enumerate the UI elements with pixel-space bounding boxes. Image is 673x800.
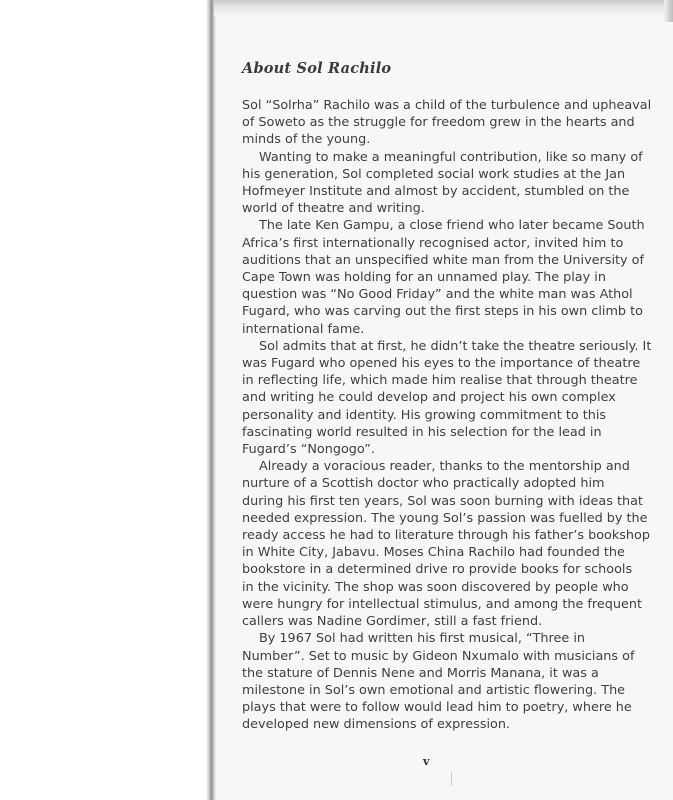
text-line: and writing he could develop and project his own complex — [242, 390, 616, 406]
text-line: ready access he had to literature through his father’s bookshop — [242, 528, 650, 544]
text-line: auditions that an unspecified white man from the University of — [242, 252, 645, 268]
book-page — [216, 16, 673, 800]
text-line: in White City, Jabavu. Moses China Rachilo had founded the — [242, 545, 625, 561]
text-line: during his first ten years, Sol was soon burning with ideas that — [242, 493, 643, 509]
text-line: Fugard, who was carving out the first steps in his own climb to — [242, 304, 643, 320]
text-line: By 1967 Sol had written his first musical, “Three in — [259, 631, 586, 647]
text-line: bookstore in a determined drive ro provide books for schools — [242, 562, 633, 578]
text-line: was Fugard who opened his eyes to the importance of theatre — [242, 356, 641, 372]
text-line: developed new dimensions of expression. — [242, 717, 511, 733]
text-line: fascinating world resulted in his selection for the lead in — [242, 424, 602, 440]
book-gutter — [206, 0, 216, 800]
text-line: Sol admits that at first, he didn’t take the theatre seriously. It — [259, 338, 652, 354]
text-line: world of theatre and writing. — [242, 201, 425, 217]
text-line: Africa’s first internationally recognised actor, invited him to — [242, 235, 624, 251]
text-line: Already a voracious reader, thanks to the mentorship and — [259, 459, 630, 475]
text-line: Sol “Solrha” Rachilo was a child of the turbulence and upheaval — [242, 98, 652, 113]
text-line: of Soweto as the struggle for freedom grew in the hearts and — [242, 115, 635, 131]
text-line: Fugard’s “Nongogo”. — [242, 442, 375, 458]
scan-top-shadow — [214, 0, 673, 16]
text-line: his generation, Sol completed social work studies at the Jan — [242, 166, 626, 182]
text-line: minds of the young. — [242, 132, 371, 148]
text-line: Wanting to make a meaningful contribution, like so many of — [259, 149, 643, 165]
blank-facing-page — [0, 0, 212, 800]
text-line: Number”. Set to music by Gideon Nxumalo with musicians of — [242, 648, 635, 664]
text-line: Cape Town was holding for an unnamed play. The play in — [242, 270, 606, 286]
page-heading: About Sol Rachilo — [242, 60, 392, 77]
text-line: The late Ken Gampu, a close friend who later became South — [259, 218, 645, 234]
text-line: Hofmeyer Institute and almost by accident, stumbled on the — [242, 184, 630, 200]
text-line: needed expression. The young Sol’s passion was fuelled by the — [242, 510, 648, 526]
text-line: callers was Nadine Gordimer, still a fast friend. — [242, 614, 543, 630]
text-line: personality and identity. His growing commitment to this — [242, 407, 607, 423]
text-line: milestone in Sol’s own emotional and artistic flowering. The — [242, 682, 626, 698]
page-number: v — [423, 755, 430, 768]
scan-speck — [451, 772, 452, 786]
text-line: international fame. — [242, 321, 365, 337]
text-line: in reflecting life, which made him realise that through theatre — [242, 373, 638, 389]
text-line: were hungry for intellectual stimulus, and among the frequent — [242, 596, 642, 612]
text-line: in the vicinity. The shop was soon discovered by people who — [242, 579, 629, 595]
text-line: plays that were to follow would lead him to poetry, where he — [242, 700, 632, 716]
text-line: the stature of Dennis Nene and Morris Manana, it was a — [242, 665, 599, 681]
text-line: nurture of a Scottish doctor who practically adopted him — [242, 476, 605, 492]
body-text — [242, 97, 653, 734]
text-line: question was “No Good Friday” and the white man was Athol — [242, 287, 633, 303]
